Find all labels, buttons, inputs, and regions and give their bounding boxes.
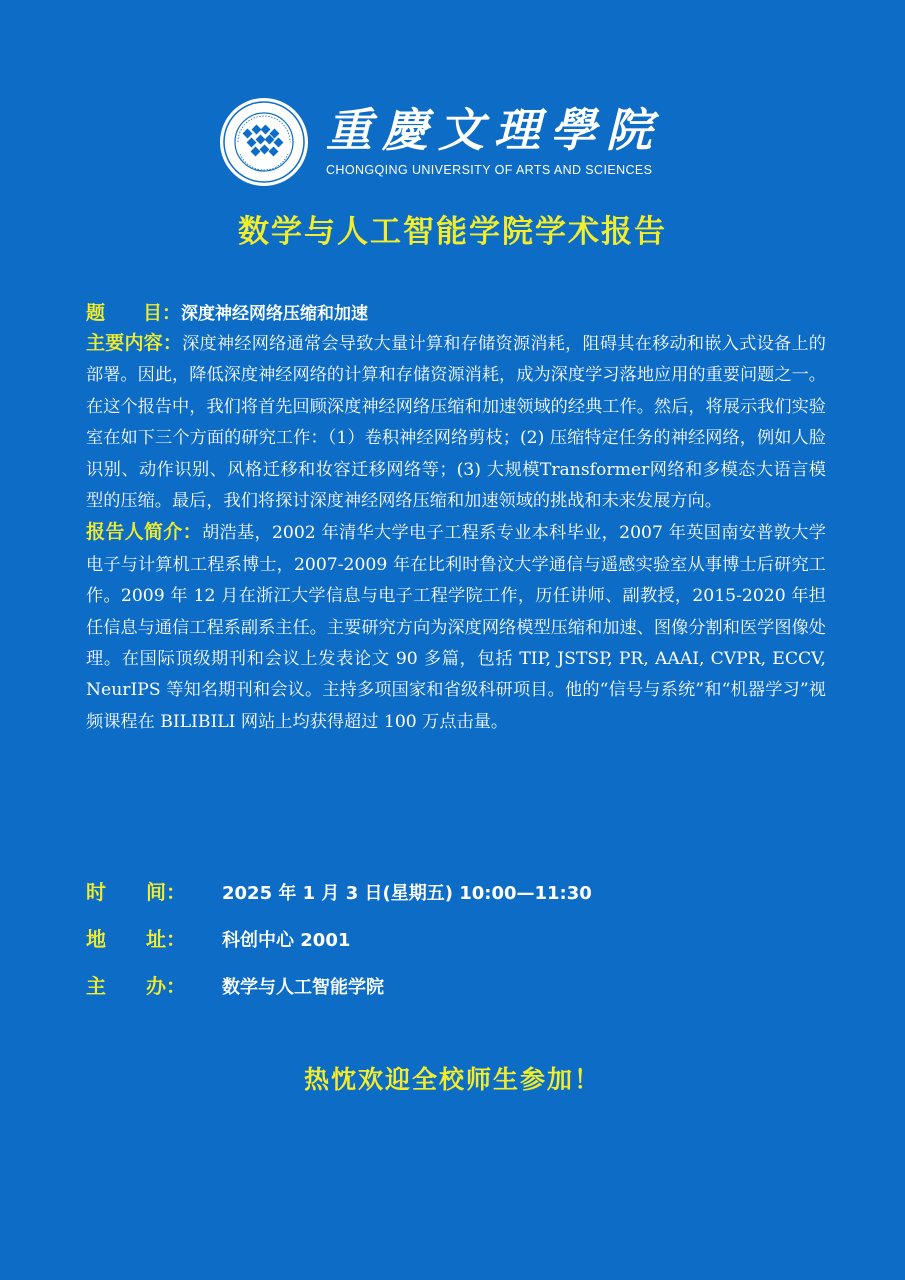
- report-body: [86, 298, 826, 738]
- content-paragraph: [86, 328, 826, 517]
- location-label: 地 址：: [86, 927, 186, 951]
- poster-title: 数学与人工智能学院学术报告: [238, 214, 667, 250]
- topic-label: 题 目：: [86, 302, 182, 324]
- speaker-text: 胡浩基，2002 年清华大学电子工程系专业本科毕业，2007 年英国南安普敦大学电子与计算机工程系博士，2007-2009 年在比利时鲁汶大学通信与遥感实验室从事博士后研究工作。2009 年 12 月在浙江大学信息与电子工程学院工作，历任讲师、副教授，2015-2020 年担任信息与通信工程系副系主任。主要研究方向为深度网络模型压缩和加速、图像分割和医学图像处理。在国际顶级期刊和会议上发表论文 90 多篇，包括 TIP, JSTSP, PR, AAAI, CVPR, ECCV, NeurIPS 等知名期刊和会议。主持多项国家和省级科研项目。他的“信号与系统”和“机器学习”视频课程在 BILIBILI 网站上均获得超过 100 万点击量。: [86, 523, 826, 732]
- time-value: 2025 年 1 月 3 日(星期五) 10:00—11:30: [222, 883, 592, 904]
- school-name-chinese: 重慶文理學院: [326, 103, 662, 157]
- speaker-label: 报告人简介：: [86, 521, 202, 544]
- welcome-message: 热忱欢迎全校师生参加！: [303, 1065, 601, 1094]
- school-name-english: CHONGQING UNIVERSITY OF ARTS AND SCIENCES: [326, 163, 653, 177]
- university-seal-icon: [218, 96, 310, 188]
- location-line: [86, 923, 826, 955]
- content-label: 主要内容：: [86, 332, 183, 354]
- topic-value: 深度神经网络压缩和加速: [181, 304, 369, 324]
- university-logo: [218, 96, 688, 188]
- time-label: 时 间：: [86, 880, 186, 904]
- topic-line: [86, 298, 826, 328]
- host-label: 主 办：: [86, 974, 186, 998]
- host-value: 数学与人工智能学院: [222, 977, 384, 998]
- speaker-paragraph: [86, 517, 826, 738]
- content-text: 深度神经网络通常会导致大量计算和存储资源消耗，阻碍其在移动和嵌入式设备上的部署。因此，降低深度神经网络的计算和存储资源消耗，成为深度学习落地应用的重要问题之一。在这个报告中，我们将首先回顾深度神经网络压缩和加速领域的经典工作。然后，将展示我们实验室在如下三个方面的研究工作：（1）卷积神经网络剪枝；(2) 压缩特定任务的神经网络，例如人脸识别、动作识别、风格迁移和妆容迁移网络等；(3) 大规模Transformer网络和多模态大语言模型的压缩。最后，我们将探讨深度神经网络压缩和加速领域的挑战和未来发展方向。: [86, 334, 826, 512]
- host-line: [86, 970, 826, 1002]
- time-line: [86, 876, 826, 908]
- location-value: 科创中心 2001: [222, 930, 351, 951]
